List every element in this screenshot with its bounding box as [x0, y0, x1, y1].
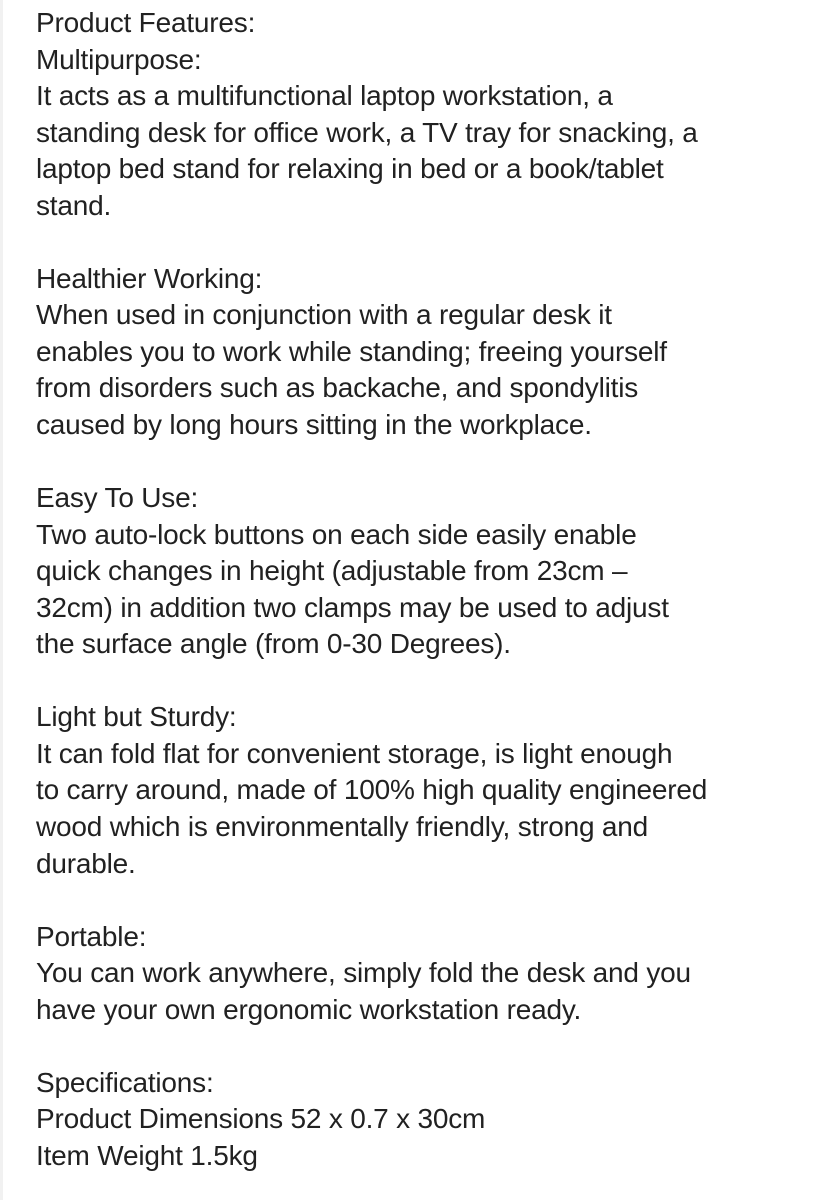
- text-line: wood which is environmentally friendly, strong and: [36, 811, 649, 843]
- text-line: Multipurpose:: [36, 43, 202, 75]
- section-specifications: [36, 1065, 707, 1175]
- text-line: You can work anywhere, simply fold the desk and you: [36, 957, 691, 989]
- section-portable: [36, 919, 707, 1029]
- text-line: Two auto-lock buttons on each side easily enable: [36, 518, 637, 550]
- text-line: It can fold flat for convenient storage, is light enough: [36, 737, 673, 769]
- text-line: When used in conjunction with a regular desk it: [36, 299, 612, 331]
- description-sections: [36, 5, 707, 1175]
- section-easy-to-use: [36, 480, 707, 663]
- text-line: quick changes in height (adjustable from 23cm –: [36, 555, 628, 587]
- text-line: to carry around, made of 100% high quality engineered: [36, 774, 708, 806]
- text-line: Specifications:: [36, 1066, 214, 1098]
- text-line: enables you to work while standing; freeing yourself: [36, 335, 667, 367]
- section-healthier-working: [36, 261, 707, 444]
- text-line: from disorders such as backache, and spondylitis: [36, 372, 639, 404]
- text-line: Easy To Use:: [36, 482, 199, 514]
- text-line: Light but Sturdy:: [36, 701, 237, 733]
- text-line: Healthier Working:: [36, 262, 263, 294]
- text-line: Product Features:: [36, 7, 256, 38]
- text-line: have your own ergonomic workstation ready.: [36, 993, 582, 1025]
- text-line: standing desk for office work, a TV tray for snacking, a: [36, 116, 698, 148]
- text-line: Portable:: [36, 920, 147, 952]
- text-line: It acts as a multifunctional laptop workstation, a: [36, 80, 613, 112]
- screenshot-left-edge: [0, 0, 3, 1200]
- text-line: durable.: [36, 847, 136, 879]
- text-line: Product Dimensions 52 x 0.7 x 30cm: [36, 1103, 486, 1135]
- text-line: caused by long hours sitting in the workplace.: [36, 409, 592, 441]
- section-light-but-sturdy: [36, 699, 707, 882]
- text-line: 32cm) in addition two clamps may be used to adjust: [36, 591, 669, 623]
- text-line: stand.: [36, 189, 112, 221]
- text-line: laptop bed stand for relaxing in bed or a book/tablet: [36, 153, 664, 185]
- section-multipurpose: [36, 5, 707, 224]
- product-description: [36, 5, 707, 1175]
- text-line: the surface angle (from 0-30 Degrees).: [36, 628, 511, 660]
- text-line: Item Weight 1.5kg: [36, 1139, 258, 1171]
